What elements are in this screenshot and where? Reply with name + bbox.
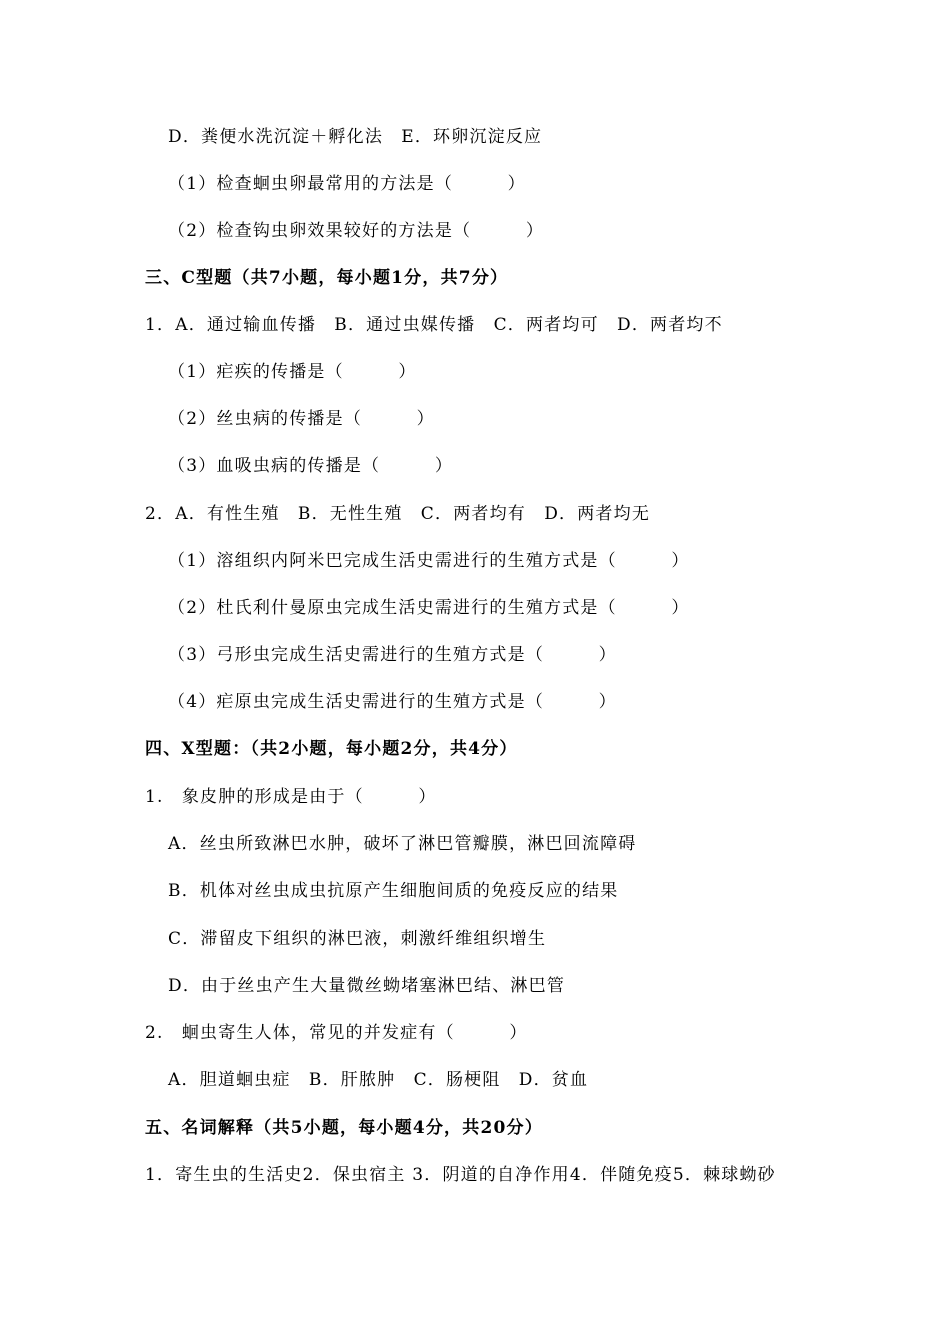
question-line: （3）弓形虫完成生活史需进行的生殖方式是（ ） bbox=[168, 645, 617, 665]
question-line: （1）检查蛔虫卵最常用的方法是（ ） bbox=[168, 174, 526, 194]
question-line: （2）杜氏利什曼原虫完成生活史需进行的生殖方式是（ ） bbox=[168, 598, 690, 618]
option-line-d-e: D．粪便水洗沉淀＋孵化法 E．环卵沉淀反应 bbox=[168, 127, 543, 147]
option-line: B．机体对丝虫成虫抗原产生细胞间质的免疫反应的结果 bbox=[168, 881, 619, 901]
question-stem: 2．A．有性生殖 B．无性生殖 C．两者均有 D．两者均无 bbox=[145, 504, 651, 524]
question-line: （3）血吸虫病的传播是（ ） bbox=[168, 456, 454, 476]
question-line: （1）溶组织内阿米巴完成生活史需进行的生殖方式是（ ） bbox=[168, 551, 690, 571]
question-line: （4）疟原虫完成生活史需进行的生殖方式是（ ） bbox=[168, 692, 617, 712]
section-heading-x-type: 四、X型题：（共2小题，每小题2分，共4分） bbox=[145, 739, 518, 759]
question-line: （1）疟疾的传播是（ ） bbox=[168, 362, 417, 382]
option-line: D．由于丝虫产生大量微丝蚴堵塞淋巴结、淋巴管 bbox=[168, 976, 566, 996]
option-line: C．滞留皮下组织的淋巴液，刺激纤维组织增生 bbox=[168, 929, 547, 949]
section-heading-c-type: 三、C型题（共7小题，每小题1分，共7分） bbox=[145, 268, 509, 288]
question-stem: 1. 象皮肿的形成是由于（ ） bbox=[145, 787, 437, 807]
terms-line: 1．寄生虫的生活史2．保虫宿主 3．阴道的自净作用4．伴随免疫5．棘球蚴砂 bbox=[145, 1165, 776, 1185]
question-stem: 2. 蛔虫寄生人体，常见的并发症有（ ） bbox=[145, 1023, 528, 1043]
section-heading-terms: 五、名词解释（共5小题，每小题4分，共20分） bbox=[145, 1118, 543, 1138]
question-line: （2）检查钩虫卵效果较好的方法是（ ） bbox=[168, 221, 545, 241]
question-line: （2）丝虫病的传播是（ ） bbox=[168, 409, 435, 429]
option-line: A．丝虫所致淋巴水肿，破坏了淋巴管瓣膜，淋巴回流障碍 bbox=[168, 834, 637, 854]
question-stem: 1．A．通过输血传播 B．通过虫媒传播 C．两者均可 D．两者均不 bbox=[145, 315, 723, 335]
option-line: A．胆道蛔虫症 B．肝脓肿 C．肠梗阻 D．贫血 bbox=[168, 1070, 589, 1090]
